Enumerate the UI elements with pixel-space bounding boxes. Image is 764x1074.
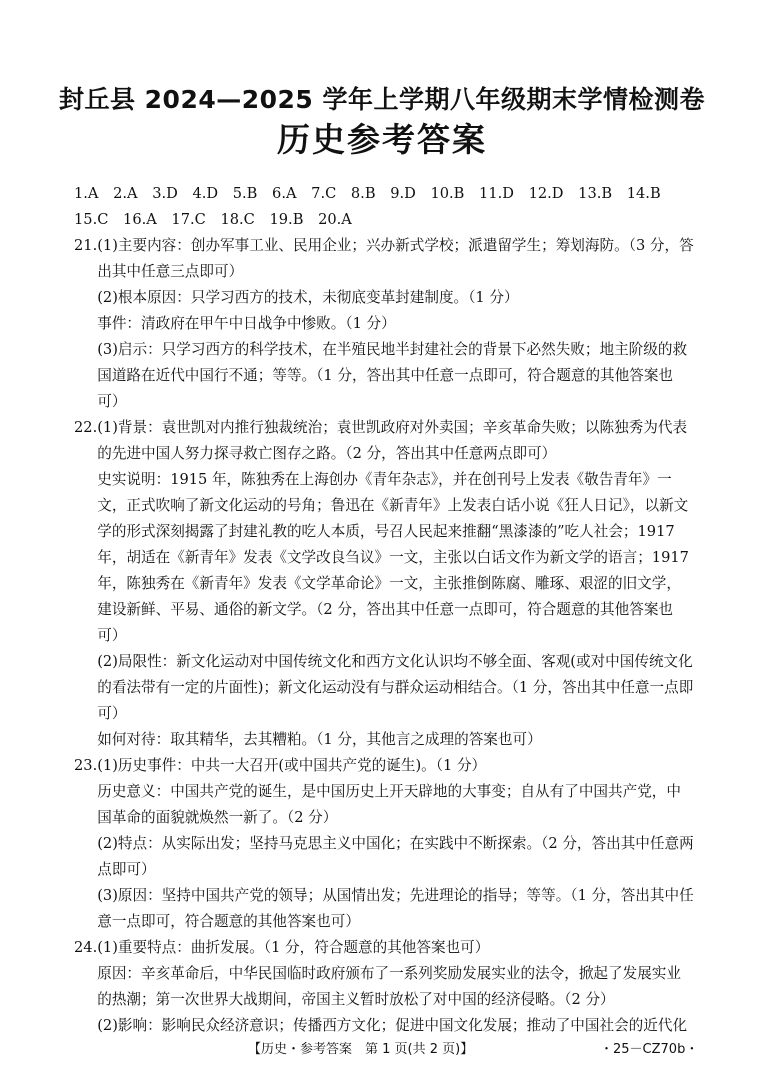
answer-paragraph: (2)影响：影响民众经济意识；传播西方文化；促进中国文化发展；推动了中国社会的近代化 xyxy=(97,1017,688,1034)
mcq-answer: 20.A xyxy=(318,211,352,228)
mcq-answer: 8.B xyxy=(350,185,376,202)
footer-paper-code: ・25－CZ70b・ xyxy=(600,1042,699,1057)
mcq-answer: 11.D xyxy=(479,185,514,202)
question-number: 21. xyxy=(74,237,98,254)
mcq-answer: 2.A xyxy=(113,185,138,202)
footer-page-info: 【历史・参考答案 第 1 页(共 2 页)】 xyxy=(248,1042,474,1057)
answer-key-heading: 历史参考答案 xyxy=(277,120,487,159)
mcq-answer: 13.B xyxy=(578,185,613,202)
mcq-answer: 9.D xyxy=(390,185,416,202)
question-24 xyxy=(74,935,694,1039)
mcq-answer: 4.D xyxy=(192,185,219,202)
answer-paragraph: 史实说明：1915 年，陈独秀在上海创办《青年杂志》，并在创刊号上发表《敬告青年》一文，正式吹响了新文化运动的号角；鲁迅在《新青年》上发表白话小说《狂人日记》，以新文学的形式深刻揭露了封建礼教的吃人本质，号召人民起来推翻“黑漆漆的”吃人社会；1917 年，胡适在《新青年》发表《文学改良刍议》一文，主张以白话文作为新文学的语言；1917 年，陈独秀在《新青年》发表《文学革命论》一文，主张推倒陈腐、雕琢、艰涩的旧文学，建设新鲜、平易、通俗的新文学。（2 分，答出其中任意一点即可，符合题意的其他答案也可） xyxy=(97,471,689,644)
answer-paragraph: (3)原因：坚持中国共产党的领导；从国情出发；先进理论的指导；等等。（1 分，答出其中任意一点即可，符合题意的其他答案也可） xyxy=(97,887,694,930)
question-22 xyxy=(74,415,694,753)
answer-paragraph: (2)局限性：新文化运动对中国传统文化和西方文化认识均不够全面、客观(或对中国传统文化的看法带有一定的片面性)；新文化运动没有与群众运动相结合。（1 分，答出其中任意一点即可） xyxy=(97,653,694,722)
question-23 xyxy=(74,753,694,935)
answer-content xyxy=(74,181,694,1039)
answer-paragraph: 事件：清政府在甲午中日战争中惨败。（1 分） xyxy=(97,315,396,332)
mcq-answer: 1.A xyxy=(74,185,99,202)
answer-paragraph: (1)重要特点：曲折发展。（1 分，符合题意的其他答案也可） xyxy=(97,939,490,956)
answer-paragraph: (3)启示：只学习西方的科学技术，在半殖民地半封建社会的背景下必然失败；地主阶级的救国道路在近代中国行不通；等等。（1 分，答出其中任意一点即可，符合题意的其他答案也可） xyxy=(97,341,688,410)
mcq-answer: 15.C xyxy=(74,211,109,228)
question-21 xyxy=(74,233,694,415)
mcq-answers-row-2 xyxy=(74,207,694,233)
mcq-answer: 19.B xyxy=(269,211,304,228)
answer-paragraph: (1)历史事件：中共一大召开(或中国共产党的诞生)。（1 分） xyxy=(97,757,487,774)
answer-paragraph: 如何对待：取其精华，去其糟粕。（1 分，其他言之成理的答案也可） xyxy=(97,731,542,748)
answer-paragraph: (1)背景：袁世凯对内推行独裁统治；袁世凯政府对外卖国；辛亥革命失败；以陈独秀为代表的先进中国人努力探寻救亡图存之路。（2 分，答出其中任意两点即可） xyxy=(97,419,688,462)
mcq-answer: 16.A xyxy=(123,211,157,228)
answer-paragraph: 原因：辛亥革命后，中华民国临时政府颁布了一系列奖励发展实业的法令，掀起了发展实业的热潮；第一次世界大战期间，帝国主义暂时放松了对中国的经济侵略。（2 分） xyxy=(97,965,681,1008)
mcq-answer: 12.D xyxy=(528,185,564,202)
mcq-answer: 3.D xyxy=(152,185,178,202)
mcq-answer: 17.C xyxy=(171,211,206,228)
mcq-answer: 18.C xyxy=(220,211,255,228)
answer-paragraph: (2)根本原因：只学习西方的技术，未彻底变革封建制度。（1 分） xyxy=(97,289,519,306)
mcq-answer: 14.B xyxy=(626,185,661,202)
mcq-answer: 7.C xyxy=(311,185,337,202)
mcq-answer: 10.B xyxy=(430,185,465,202)
mcq-answer: 5.B xyxy=(232,185,258,202)
answer-paragraph: 历史意义：中国共产党的诞生，是中国历史上开天辟地的大事变；自从有了中国共产党，中国革命的面貌就焕然一新了。（2 分） xyxy=(97,783,681,826)
question-number: 22. xyxy=(74,419,98,436)
answer-paragraph: (2)特点：从实际出发；坚持马克思主义中国化；在实践中不断探索。（2 分，答出其中任意两点即可） xyxy=(97,835,694,878)
question-number: 23. xyxy=(74,757,98,774)
page-footer xyxy=(0,1038,764,1060)
mcq-answers-row-1 xyxy=(74,181,694,207)
exam-title: 封丘县 2024—2025 学年上学期八年级期末学情检测卷 xyxy=(58,85,706,114)
mcq-answer: 6.A xyxy=(272,185,297,202)
answer-paragraph: (1)主要内容：创办军事工业、民用企业；兴办新式学校；派遣留学生；筹划海防。（3 分，答出其中任意三点即可） xyxy=(97,237,694,280)
question-number: 24. xyxy=(74,939,98,956)
